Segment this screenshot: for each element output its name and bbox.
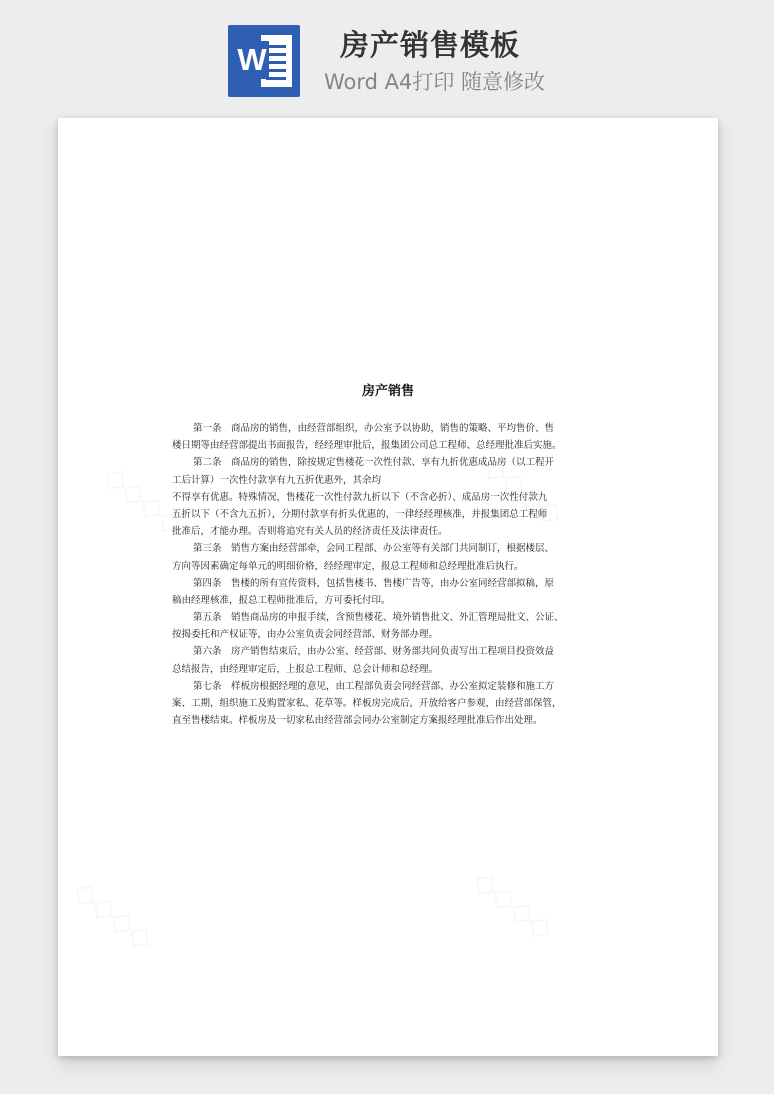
paragraph-line: 第四条 售楼的所有宣传资料，包括售楼书、售楼广告等，由办公室同经营部拟稿，原	[193, 577, 555, 589]
paragraph-line: 按揭委托和产权证等，由办公室负责会同经营部、财务部办理。	[172, 629, 439, 641]
paragraph-line: 第七条 样板房根据经理的意见，由工程部负责会同经营部、办公室拟定装修和施工方	[193, 680, 555, 692]
document-line-icon	[266, 61, 286, 64]
paragraph-line: 批准后，才能办理。否则将追究有关人员的经济责任及法律责任。	[172, 526, 448, 538]
paragraph-line: 工后计算）一次性付款享有九五折优惠外，其余均	[172, 474, 382, 486]
document-page	[58, 118, 718, 1056]
paragraph-line: 方向等因素确定每单元的明细价格，经经理审定，报总工程师和总经理批准后执行。	[172, 560, 524, 572]
template-title: 房产销售模板	[340, 28, 521, 62]
paragraph-line: 直至售楼结束。样板房及一切家私由经营部会同办公室制定方案报经理批准后作出处理。	[172, 715, 543, 727]
document-line-icon	[266, 53, 286, 56]
paragraph-line: 稿由经理核准，报总工程师批准后，方可委托付印。	[172, 594, 391, 606]
document-line-icon	[266, 77, 286, 80]
faint-watermark-mark	[466, 863, 560, 947]
word-document-icon	[228, 25, 300, 97]
document-line-icon	[266, 45, 286, 48]
paragraph-line: 第三条 销售方案由经营部牵，会同工程部、办公室等有关部门共同制订，根据楼层、	[193, 543, 555, 555]
document-template-header	[0, 0, 774, 110]
paragraph-line: 第五条 销售商品房的申报手续，含预售楼花、境外销售批文、外汇管理局批文、公证、	[193, 612, 564, 624]
paragraph-line: 第二条 商品房的销售，除按规定售楼花一次性付款、享有九折优惠成品房（以工程开	[193, 457, 555, 469]
template-subtitle: Word A4打印 随意修改	[324, 70, 546, 94]
paragraph-line: 五折以下（不含九五折），分期付款享有折头优惠的，一律经经理核准，并报集团总工程师	[172, 508, 548, 520]
word-letter-icon: W	[235, 41, 269, 79]
paragraph-line: 不得享有优惠。特殊情况，售楼花一次性付款九折以下（不含必折）、成品房一次性付款九	[172, 491, 548, 503]
paragraph-line: 案、工期，组织施工及购置家私、花草等。样板房完成后，开放给客户参观，由经营部保管，	[172, 698, 562, 709]
paragraph-line: 楼日期等由经营部提出书面报告，经经理审批后，报集团公司总工程师、总经理批准后实施。	[172, 440, 562, 452]
paragraph-line: 总结报告，由经理审定后，上报总工程师、总会计师和总经理。	[172, 663, 439, 675]
document-title: 房产销售	[361, 384, 414, 399]
document-body	[172, 420, 604, 729]
paragraph-line: 第一条 商品房的销售，由经营部组织，办公室予以协助，销售的策略、平均售价、售	[193, 423, 555, 434]
faint-watermark-mark	[66, 873, 160, 957]
document-line-icon	[266, 69, 286, 72]
paragraph-line: 第六条 房产销售结束后，由办公室、经营部、财务部共同负责写出工程项目投资效益	[193, 646, 555, 658]
